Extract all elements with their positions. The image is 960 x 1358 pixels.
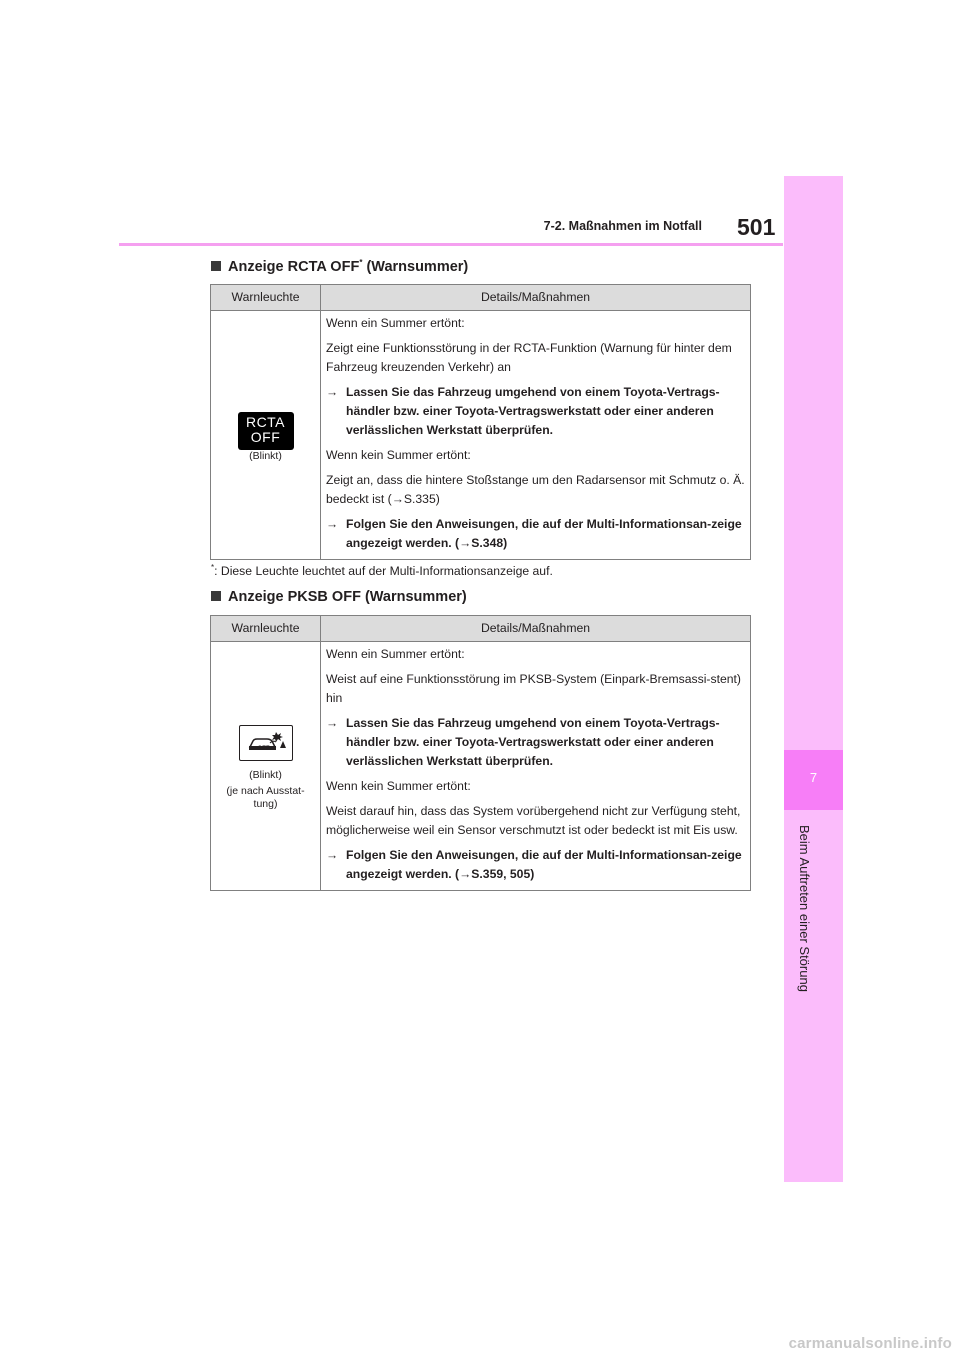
table-row (211, 642, 751, 891)
bullet-square-icon (211, 261, 221, 271)
chapter-side-tab (784, 176, 843, 1182)
action-item: → Folgen Sie den Anweisungen, die auf der Multi-Informationsan-zeige angezeigt werden. (→S.359, 505) (326, 846, 745, 884)
section-heading-rcta: Anzeige RCTA OFF* (Warnsummer) (211, 258, 468, 275)
detail-text: Zeigt eine Funktionsstörung in der RCTA-Funktion (Warnung für hinter dem Fahrzeug kreuzenden Verkehr) an (326, 341, 732, 374)
table-header-warnleuchte: Warnleuchte (211, 285, 321, 311)
section-heading-pksb: Anzeige PKSB OFF (Warnsummer) (211, 589, 467, 605)
action-item: → Folgen Sie den Anweisungen, die auf der Multi-Informationsan-zeige angezeigt werden. (→S.348) (326, 515, 745, 553)
table-header-details: Details/Maßnahmen (321, 285, 751, 311)
table-header-details: Details/Maßnahmen (321, 616, 751, 642)
icon-caption: (Blinkt) (249, 449, 282, 462)
table-row (211, 311, 751, 560)
detail-text: Weist darauf hin, dass das System vorübergehend nicht zur Verfügung steht, möglicherweise weil ein Sensor verschmutzt ist oder bedeckt ist mit Eis usw. (326, 804, 741, 837)
bullet-square-icon (211, 591, 221, 601)
warning-table-pksb (210, 615, 751, 891)
warning-light-cell (211, 642, 321, 891)
footnote: *: Diese Leuchte leuchtet auf der Multi-Informationsanzeige auf. (211, 563, 553, 579)
detail-text: Wenn ein Summer ertönt: (326, 647, 465, 661)
pksb-off-icon: OFF (239, 725, 293, 761)
warning-light-cell (211, 311, 321, 560)
page-number: 501 (737, 214, 776, 240)
warning-table-rcta (210, 284, 751, 560)
chapter-number: 7 (809, 770, 818, 785)
watermark: carmanualsonline.info (788, 1335, 952, 1352)
rcta-off-icon: RCTA OFF (238, 412, 294, 450)
detail-text: Wenn kein Summer ertönt: (326, 448, 471, 462)
detail-text: Weist auf eine Funktionsstörung im PKSB-System (Einpark-Bremsassi-stent) hin (326, 672, 741, 705)
detail-text: Zeigt an, dass die hintere Stoßstange um den Radarsensor mit Schmutz o. Ä. bedeckt ist (→S.335) (326, 473, 745, 506)
details-cell (321, 642, 751, 891)
header-rule (119, 243, 783, 246)
section-label: 7-2. Maßnahmen im Notfall (543, 219, 702, 233)
detail-text: Wenn kein Summer ertönt: (326, 779, 471, 793)
chapter-title: Beim Auftreten einer Störung (797, 824, 812, 992)
icon-caption-equipment: (je nach Ausstat-tung) (226, 785, 305, 810)
action-item: → Lassen Sie das Fahrzeug umgehend von einem Toyota-Vertrags-händler bzw. einer Toyota-Vertragswerkstatt oder einer anderen verlässlichen Werkstatt überprüfen. (326, 714, 745, 771)
arrow-right-icon: → (326, 385, 339, 399)
action-item: → Lassen Sie das Fahrzeug umgehend von einem Toyota-Vertrags-händler bzw. einer Toyota-Vertragswerkstatt oder einer anderen verlässlichen Werkstatt überprüfen. (326, 383, 745, 440)
icon-caption: (Blinkt) (249, 769, 282, 781)
detail-text: Wenn ein Summer ertönt: (326, 316, 465, 330)
details-cell (321, 311, 751, 560)
table-header-warnleuchte: Warnleuchte (211, 616, 321, 642)
arrow-right-icon: → (326, 517, 339, 531)
arrow-right-icon: → (326, 848, 339, 862)
arrow-right-icon: → (326, 716, 339, 730)
